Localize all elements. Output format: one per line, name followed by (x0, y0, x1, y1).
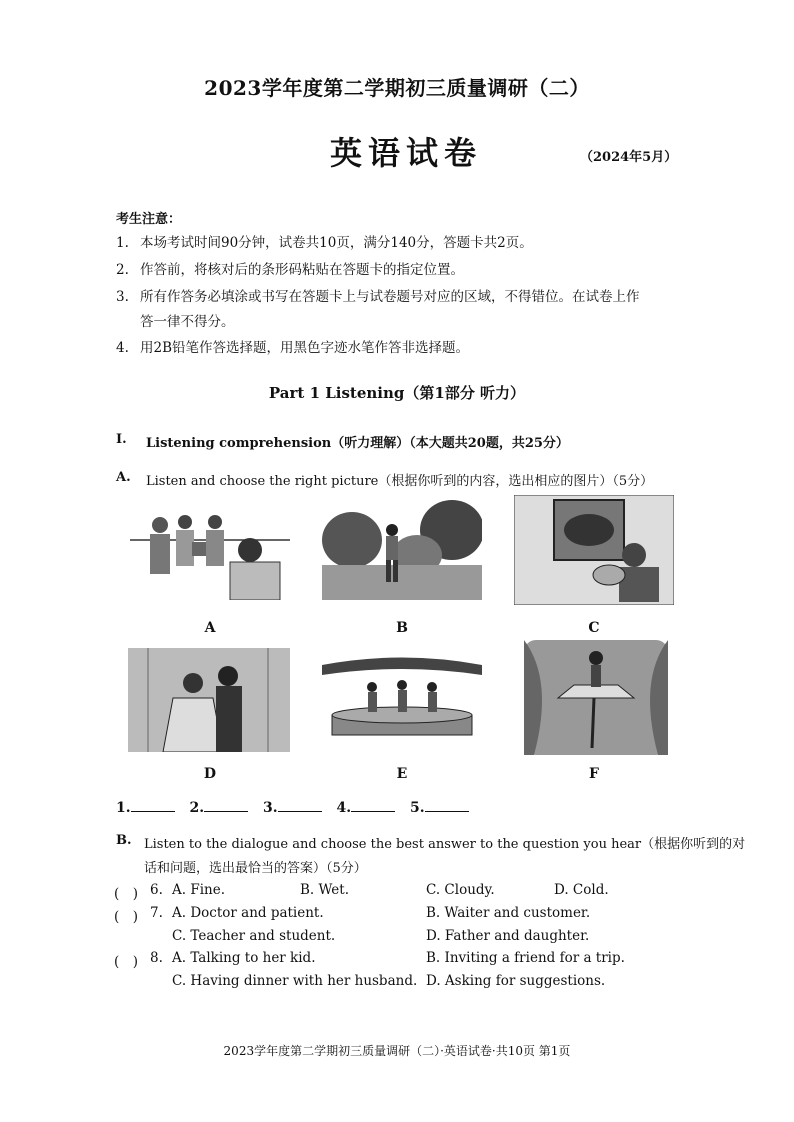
answer-blanks (116, 800, 479, 816)
people-talking-icon (130, 500, 290, 600)
option-c: C. Having dinner with her husband. (172, 973, 418, 989)
picture-label-d: D (203, 766, 217, 782)
answer-blank-3[interactable] (278, 811, 322, 812)
section-b-line2: 话和问题，选出最恰当的答案）（5分） (144, 861, 367, 876)
painter-icon (514, 495, 674, 595)
option-c: C. Teacher and student. (172, 928, 336, 944)
exam-title: 2023学年度第二学期初三质量调研（二） (204, 76, 590, 100)
option-a: A. Talking to her kid. (172, 950, 316, 966)
answer-paren[interactable]: ( ) (114, 886, 139, 902)
option-c: C. Cloudy. (426, 882, 495, 898)
picture-label-e: E (396, 766, 408, 782)
blank-label: 5. (410, 800, 425, 816)
picture-label-a: A (204, 620, 216, 636)
blank-label: 2. (189, 800, 205, 816)
option-b: B. Waiter and customer. (426, 905, 591, 921)
blank-label: 1. (116, 800, 131, 816)
answer-blank-2[interactable] (204, 811, 248, 812)
notice-item-4 (116, 339, 706, 357)
blank-label: 3. (263, 800, 278, 816)
notice-num: 3. (116, 289, 129, 305)
man-in-jungle-icon (322, 500, 482, 600)
notice-num: 2. (116, 262, 129, 278)
section-b-line1: Listen to the dialogue and choose the best answer to the question you hear（根据你听到的对 (144, 837, 746, 852)
option-a: A. Fine. (172, 882, 225, 898)
picture-label-c: C (588, 620, 600, 636)
option-b: B. Wet. (300, 882, 349, 898)
option-b: B. Inviting a friend for a trip. (426, 950, 625, 966)
answer-blank-1[interactable] (131, 811, 175, 812)
section-a-text: Listen and choose the right picture（根据你听到的内容，选出相应的图片）（5分） (146, 474, 654, 489)
option-d: D. Cold. (554, 882, 609, 898)
notice-item-3-cont: 答一律不得分。 (140, 314, 235, 330)
option-d: D. Father and daughter. (426, 928, 590, 944)
section-b-num: B. (116, 833, 132, 848)
option-a: A. Doctor and patient. (172, 905, 324, 921)
answer-blank-5[interactable] (425, 811, 469, 812)
dancing-couple-icon (128, 648, 288, 748)
notice-item-1 (116, 234, 706, 252)
question-num: 8. (150, 950, 163, 966)
notice-text: 所有作答务必填涂或书写在答题卡上与试卷题号对应的区域，不得错位。在试卷上作 (140, 289, 640, 305)
notice-item-3 (116, 288, 706, 306)
notice-text: 用2B铅笔作答选择题，用黑色字迹水笔作答非选择题。 (140, 340, 470, 356)
notice-num: 4. (116, 340, 129, 356)
notice-num: 1. (116, 235, 129, 251)
exam-date: （2024年5月） (580, 150, 678, 165)
notice-text: 作答前，将核对后的条形码粘贴在答题卡的指定位置。 (140, 262, 464, 278)
ballet-dancer-icon (524, 640, 684, 755)
picture-label-b: B (396, 620, 408, 636)
notice-heading: 考生注意： (116, 212, 182, 227)
answer-paren[interactable]: ( ) (114, 909, 139, 925)
section-a-num: A. (116, 470, 131, 485)
section-i-text: Listening comprehension（听力理解）（本大题共20题，共25分） (146, 436, 569, 451)
subject-title: 英语试卷 (330, 134, 483, 172)
answer-blank-4[interactable] (351, 811, 395, 812)
part-heading: Part 1 Listening（第1部分 听力） (268, 384, 526, 402)
section-i-num: I. (116, 432, 127, 447)
blank-label: 4. (336, 800, 352, 816)
notice-text: 本场考试时间90分钟，试卷共10页，满分140分，答题卡共2页。 (140, 235, 533, 251)
notice-item-2 (116, 261, 706, 279)
picture-label-f: F (589, 766, 599, 782)
band-on-stage-icon (322, 655, 482, 755)
question-num: 7. (150, 905, 163, 921)
question-num: 6. (150, 882, 163, 898)
page-footer: 2023学年度第二学期初三质量调研（二）·英语试卷·共10页 第1页 (223, 1044, 571, 1058)
answer-paren[interactable]: ( ) (114, 954, 139, 970)
option-d: D. Asking for suggestions. (426, 973, 606, 989)
